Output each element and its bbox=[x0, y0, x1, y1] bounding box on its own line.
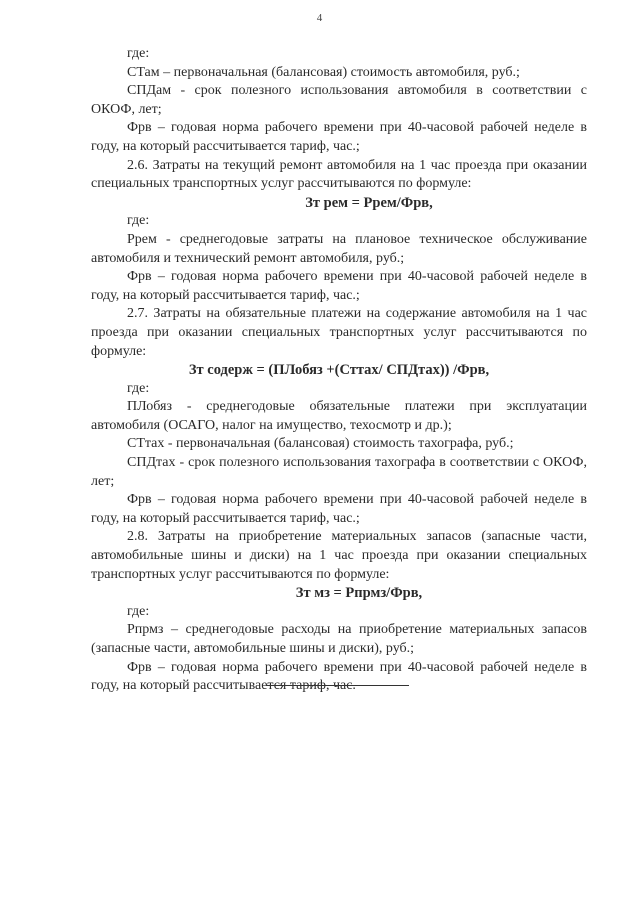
paragraph-where: где: bbox=[127, 46, 150, 61]
paragraph-definition: ПЛобяз - среднегодовые обязательные платежи при эксплуатации автомобиля (ОСАГО, налог на имущество, техосмотр и др.); bbox=[91, 399, 587, 433]
section-2-6: 2.6. Затраты на текущий ремонт автомобиля на 1 час проезда при оказании специальных транспортных услуг рассчитываются по формуле: bbox=[91, 157, 587, 192]
formula-maintenance: Зт содерж = (ПЛобяз +(Сттах/ СПДтах)) /Фрв, bbox=[188, 362, 490, 379]
formula-materials: Зт мз = Рпрмз/Фрв, bbox=[295, 585, 423, 602]
paragraph-where: где: bbox=[127, 380, 150, 396]
paragraph-definition: Фрв – годовая норма рабочего времени при 40-часовой рабочей неделе в году, на который рассчитывается тариф, час.; bbox=[91, 269, 587, 303]
paragraph-where: где: bbox=[127, 603, 150, 619]
page-number: 4 bbox=[316, 12, 323, 24]
section-2-7: 2.7. Затраты на обязательные платежи на содержание автомобиля на 1 час проезда при оказании специальных транспортных услуг рассчитываются по формуле: bbox=[91, 306, 587, 359]
paragraph-definition: СТтах - первоначальная (балансовая) стоимость тахографа, руб.; bbox=[127, 436, 514, 452]
section-2-8: 2.8. Затраты на приобретение материальных запасов (запасные части, автомобильные шины и диски) на 1 час проезда при оказании специальных транспортных услуг рассчитываются по формуле: bbox=[91, 529, 587, 582]
paragraph-definition: Ррем - среднегодовые затраты на плановое техническое обслуживание автомобиля и технический ремонт автомобиля, руб.; bbox=[91, 231, 587, 266]
paragraph-definition: Рпрмз – среднегодовые расходы на приобретение материальных запасов (запасные части, автомобильные шины и диски), руб.; bbox=[91, 622, 587, 656]
paragraph-definition: СПДтах - срок полезного использования тахографа в соответствии с ОКОФ, лет; bbox=[91, 455, 587, 489]
paragraph-definition: СТам – первоначальная (балансовая) стоимость автомобиля, руб.; bbox=[127, 64, 520, 80]
paragraph-definition: СПДам - срок полезного использования автомобиля в соответствии с ОКОФ, лет; bbox=[91, 83, 587, 117]
paragraph-where: где: bbox=[127, 213, 150, 229]
paragraph-definition: Фрв – годовая норма рабочего времени при 40-часовой рабочей неделе в году, на который рассчитывается тариф, час.; bbox=[91, 492, 587, 526]
end-divider-line bbox=[266, 685, 409, 686]
formula-repair: Зт рем = Ррем/Фрв, bbox=[305, 194, 433, 211]
paragraph-definition: Фрв – годовая норма рабочего времени при 40-часовой рабочей неделе в году, на который рассчитывается тариф, час. bbox=[91, 659, 587, 694]
paragraph-definition: Фрв – годовая норма рабочего времени при 40-часовой рабочей неделе в году, на который рассчитывается тариф, час.; bbox=[91, 120, 587, 154]
document-body bbox=[91, 45, 587, 696]
